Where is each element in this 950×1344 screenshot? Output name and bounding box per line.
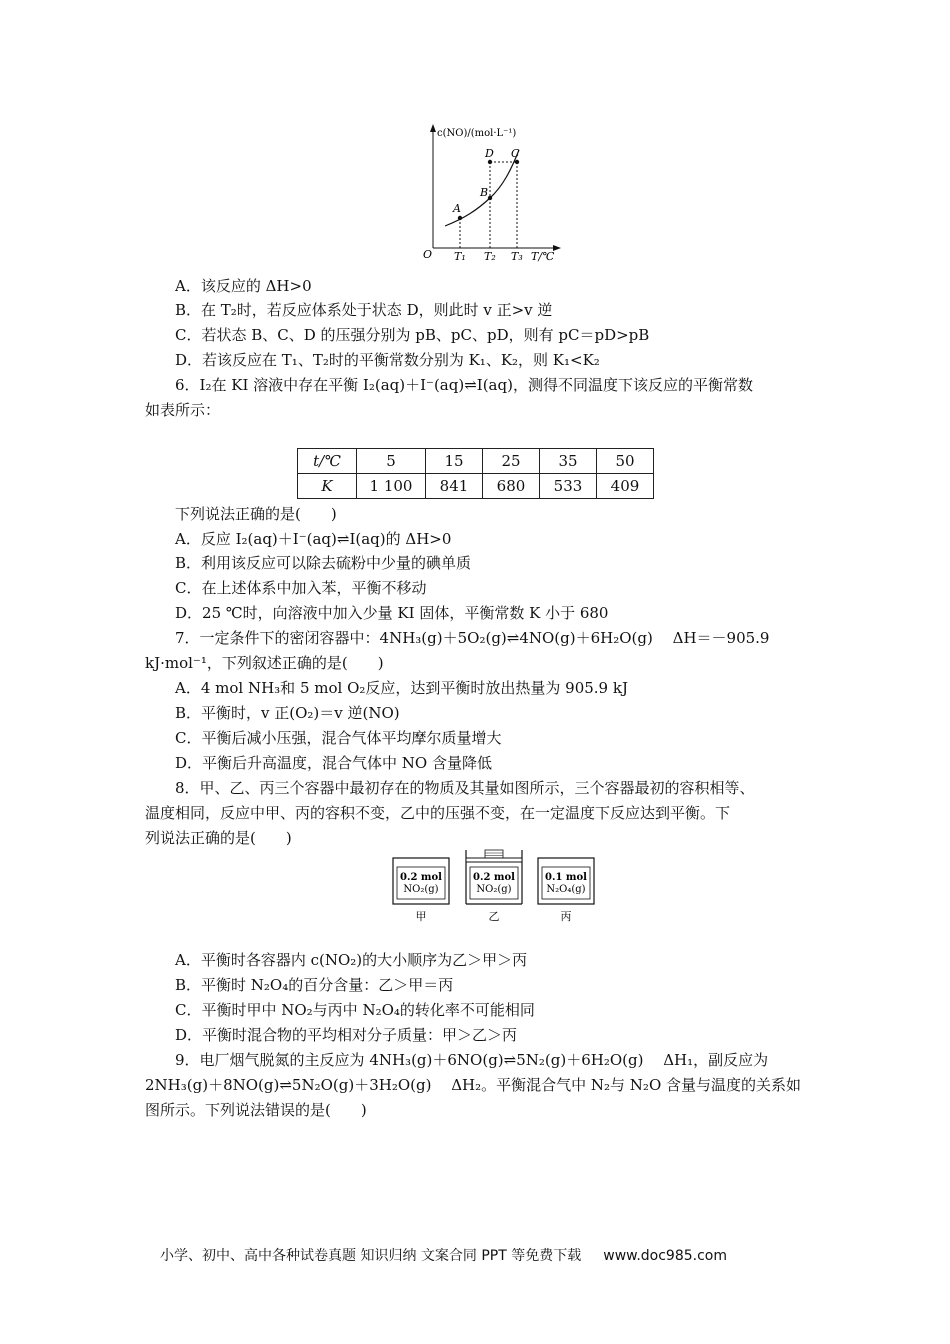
table-cell: 5 <box>357 449 426 474</box>
table-row <box>298 474 654 499</box>
table-cell: 409 <box>597 474 654 499</box>
table-header-t: t/℃ <box>298 449 357 474</box>
q8-stem-line1: 8．甲、乙、丙三个容器中最初存在的物质及其量如图所示，三个容器最初的容积相等、 <box>175 779 755 797</box>
q8-option-d: D．平衡时混合物的平均相对分子质量：甲＞乙＞丙 <box>175 1026 518 1044</box>
table-cell: 50 <box>597 449 654 474</box>
equilibrium-constant-table <box>297 448 654 499</box>
container-bing-substance: N₂O₄(g) <box>546 884 586 895</box>
q6-prompt: 下列说法正确的是( ) <box>175 505 337 523</box>
container-diagram <box>388 848 598 928</box>
q6-stem-line2: 如表所示： <box>145 401 221 419</box>
q9-stem-line3: 图所示。下列说法错误的是( ) <box>145 1101 367 1119</box>
q7-stem-line1: 7．一定条件下的密闭容器中：4NH₃(g)＋5O₂(g)⇌4NO(g)＋6H₂O(g) ΔH＝－905.9 <box>175 629 770 647</box>
q8-stem-line3: 列说法正确的是( ) <box>145 829 292 847</box>
table-cell: 15 <box>426 449 483 474</box>
point-a <box>458 216 462 220</box>
q6-option-d: D．25 ℃时，向溶液中加入少量 KI 固体，平衡常数 K 小于 680 <box>175 604 609 622</box>
q8-option-a: A．平衡时各容器内 c(NO₂)的大小顺序为乙＞甲＞丙 <box>175 951 528 969</box>
table-header-k: K <box>298 474 357 499</box>
container-bing-label: 丙 <box>560 910 572 923</box>
q5-option-a: A．该反应的 ΔH>0 <box>175 277 312 295</box>
origin-label: O <box>423 248 433 261</box>
q7-option-b: B．平衡时，v 正(O₂)＝v 逆(NO) <box>175 704 400 722</box>
point-d-label: D <box>485 147 494 160</box>
container-jia-substance: NO₂(g) <box>403 884 439 895</box>
q8-stem-line2: 温度相同，反应中甲、丙的容积不变，乙中的压强不变，在一定温度下反应达到平衡。下 <box>145 804 731 822</box>
x-axis-label: T/℃ <box>531 250 555 263</box>
table-row <box>298 449 654 474</box>
point-c <box>515 160 519 164</box>
point-b <box>488 196 492 200</box>
point-c-label: C <box>511 147 520 160</box>
container-yi-substance: NO₂(g) <box>476 884 512 895</box>
q5-option-c: C．若状态 B、C、D 的压强分别为 pB、pC、pD，则有 pC＝pD>pB <box>175 326 650 344</box>
q8-option-b: B．平衡时 N₂O₄的百分含量：乙＞甲＝丙 <box>175 976 454 994</box>
piston <box>466 858 522 862</box>
q7-option-a: A．4 mol NH₃和 5 mol O₂反应，达到平衡时放出热量为 905.9 kJ <box>175 679 628 697</box>
q6-option-a: A．反应 I₂(aq)＋I⁻(aq)⇌I(aq)的 ΔH>0 <box>175 530 452 548</box>
table-cell: 25 <box>483 449 540 474</box>
container-bing-amount: 0.1 mol <box>545 872 587 883</box>
q7-stem-line2: kJ·mol⁻¹，下列叙述正确的是( ) <box>145 654 384 672</box>
point-a-label: A <box>453 202 461 215</box>
footer-url[interactable]: www.doc985.com <box>603 1248 727 1264</box>
concentration-temperature-graph <box>415 118 575 268</box>
q9-stem-line1: 9．电厂烟气脱氮的主反应为 4NH₃(g)＋6NO(g)⇌5N₂(g)＋6H₂O(g) ΔH₁，副反应为 <box>175 1051 769 1069</box>
table-cell: 533 <box>540 474 597 499</box>
tick-t3: T₃ <box>511 250 523 263</box>
q9-stem-line2: 2NH₃(g)＋8NO(g)⇌5N₂O(g)＋3H₂O(g) ΔH₂。平衡混合气中 N₂与 N₂O 含量与温度的关系如 <box>145 1076 802 1094</box>
point-b-label: B <box>480 186 489 199</box>
q6-option-c: C．在上述体系中加入苯，平衡不移动 <box>175 579 427 597</box>
container-jia-label: 甲 <box>415 910 427 923</box>
table-cell: 680 <box>483 474 540 499</box>
table-cell: 841 <box>426 474 483 499</box>
q8-option-c: C．平衡时甲中 NO₂与丙中 N₂O₄的转化率不可能相同 <box>175 1001 535 1019</box>
footer-text: 小学、初中、高中各种试卷真题 知识归纳 文案合同 PPT 等免费下载 <box>160 1248 582 1264</box>
container-yi-label: 乙 <box>488 910 500 923</box>
q5-option-b: B．在 T₂时，若反应体系处于状态 D，则此时 v 正>v 逆 <box>175 301 553 319</box>
point-d <box>488 160 492 164</box>
tick-t1: T₁ <box>454 250 466 263</box>
table-cell: 1 100 <box>357 474 426 499</box>
q5-option-d: D．若该反应在 T₁、T₂时的平衡常数分别为 K₁、K₂，则 K₁<K₂ <box>175 351 600 369</box>
y-axis-label: c(NO)/(mol·L⁻¹) <box>437 128 517 139</box>
tick-t2: T₂ <box>484 250 496 263</box>
page-footer <box>160 1245 727 1265</box>
q6-stem-line1: 6．I₂在 KI 溶液中存在平衡 I₂(aq)＋I⁻(aq)⇌I(aq)，测得不同温度下该反应的平衡常数 <box>175 376 753 394</box>
q7-option-c: C．平衡后减小压强，混合气体平均摩尔质量增大 <box>175 729 502 747</box>
q7-option-d: D．平衡后升高温度，混合气体中 NO 含量降低 <box>175 754 492 772</box>
table-cell: 35 <box>540 449 597 474</box>
q6-option-b: B．利用该反应可以除去硫粉中少量的碘单质 <box>175 554 472 572</box>
container-jia-amount: 0.2 mol <box>400 872 442 883</box>
container-yi-amount: 0.2 mol <box>473 872 515 883</box>
